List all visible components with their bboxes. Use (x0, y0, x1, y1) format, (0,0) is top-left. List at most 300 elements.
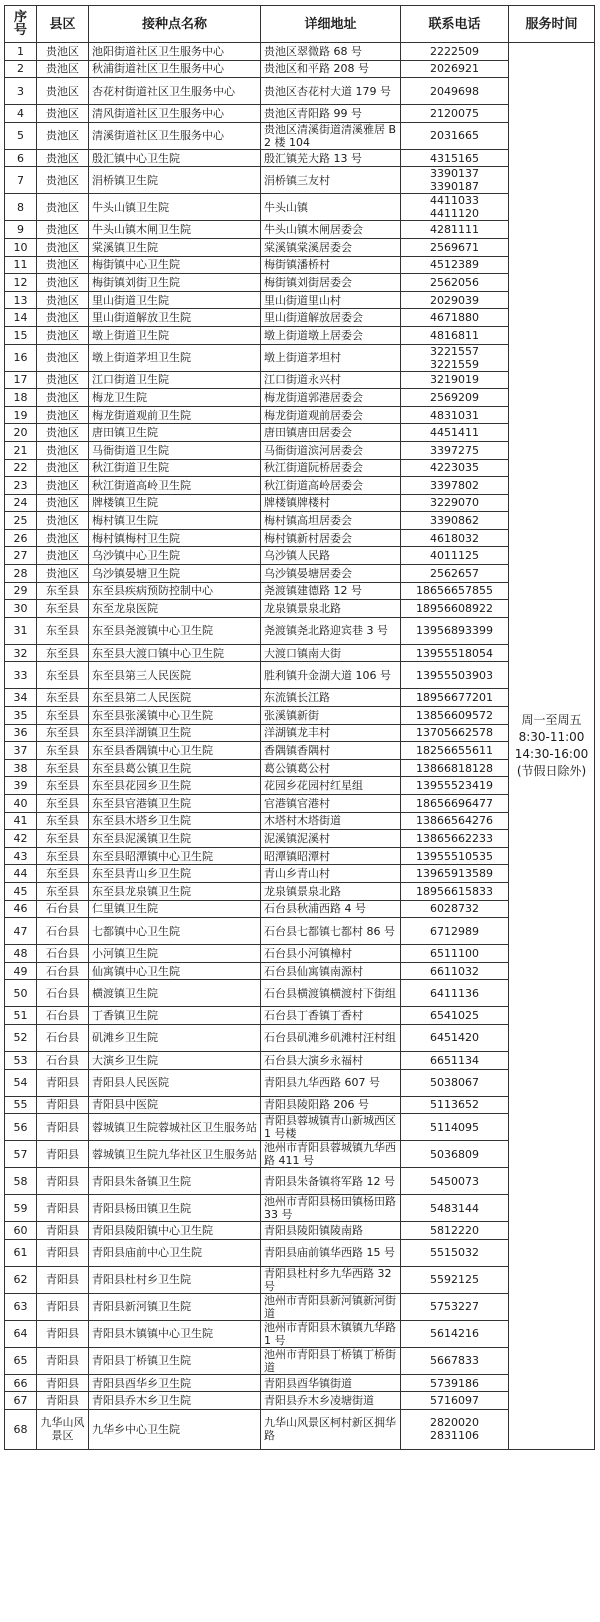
phone-number: 4671880 (430, 311, 479, 325)
address-cell: 梅村镇高坦居委会 (261, 512, 401, 530)
phone-number: 6511100 (430, 946, 479, 960)
table-row (5, 707, 595, 725)
address-cell: 贵池区和平路 208 号 (261, 60, 401, 78)
site-name-cell: 青阳县酉华乡卫生院 (89, 1374, 261, 1392)
address-cell: 胜利镇升金湖大道 106 号 (261, 662, 401, 689)
site-name-cell: 殷汇镇中心卫生院 (89, 149, 261, 167)
phone-number: 6712989 (430, 924, 479, 938)
row-number: 3 (5, 78, 37, 105)
phone-cell (401, 1320, 509, 1347)
row-number: 61 (5, 1239, 37, 1266)
phone-cell (401, 406, 509, 424)
address-cell: 泥溪镇泥溪村 (261, 830, 401, 848)
table-row (5, 512, 595, 530)
site-name-cell: 蓉城镇卫生院蓉城社区卫生服务站 (89, 1114, 261, 1141)
phone-cell (401, 707, 509, 725)
phone-number: 4512389 (430, 258, 479, 272)
phone-number: 3390187 (430, 180, 479, 194)
row-number: 19 (5, 406, 37, 424)
phone-number: 4281111 (430, 223, 479, 237)
address-cell: 贵池区青阳路 99 号 (261, 105, 401, 123)
address-cell: 石台县仙寓镇南源村 (261, 962, 401, 980)
table-row (5, 777, 595, 795)
table-row (5, 847, 595, 865)
phone-number: 18256655611 (416, 744, 493, 758)
service-hours-line: (节假日除外) (516, 763, 587, 778)
phone-cell (401, 43, 509, 61)
phone-cell (401, 1096, 509, 1114)
phone-number: 18956677201 (416, 691, 493, 705)
table-row (5, 724, 595, 742)
county-cell: 东至县 (37, 600, 89, 618)
row-number: 35 (5, 707, 37, 725)
phone-number: 18656657855 (416, 584, 493, 598)
county-cell: 贵池区 (37, 424, 89, 442)
site-name-cell: 东至龙泉医院 (89, 600, 261, 618)
table-row (5, 371, 595, 389)
phone-cell (401, 1392, 509, 1410)
county-cell: 青阳县 (37, 1195, 89, 1222)
county-cell: 贵池区 (37, 441, 89, 459)
row-number: 4 (5, 105, 37, 123)
phone-number: 13866564276 (416, 814, 493, 828)
site-name-cell: 梅街镇中心卫生院 (89, 256, 261, 274)
county-cell: 东至县 (37, 662, 89, 689)
phone-cell (401, 291, 509, 309)
row-number: 42 (5, 830, 37, 848)
address-cell: 牛头山镇木闸居委会 (261, 221, 401, 239)
row-number: 39 (5, 777, 37, 795)
phone-cell (401, 1409, 509, 1449)
table-row (5, 1239, 595, 1266)
row-number: 10 (5, 238, 37, 256)
county-cell: 贵池区 (37, 43, 89, 61)
phone-cell (401, 918, 509, 945)
address-cell: 梅街镇潘桥村 (261, 256, 401, 274)
table-row (5, 1409, 595, 1449)
row-number: 24 (5, 494, 37, 512)
county-cell: 青阳县 (37, 1347, 89, 1374)
phone-cell (401, 980, 509, 1007)
address-cell: 乌沙镇晏塘居委会 (261, 565, 401, 583)
address-cell: 梅龙街道观前居委会 (261, 406, 401, 424)
row-number: 44 (5, 865, 37, 883)
row-number: 40 (5, 795, 37, 813)
address-cell: 里山街道里山村 (261, 291, 401, 309)
phone-number: 2562657 (430, 566, 479, 580)
county-cell: 青阳县 (37, 1293, 89, 1320)
row-number: 5 (5, 122, 37, 149)
phone-cell (401, 882, 509, 900)
county-cell: 青阳县 (37, 1069, 89, 1096)
phone-number: 2049698 (430, 84, 479, 98)
row-number: 6 (5, 149, 37, 167)
row-number: 32 (5, 644, 37, 662)
site-name-cell: 小河镇卫生院 (89, 945, 261, 963)
phone-number: 4618032 (430, 531, 479, 545)
phone-cell (401, 812, 509, 830)
site-name-cell: 东至县洋湖镇卫生院 (89, 724, 261, 742)
table-row (5, 291, 595, 309)
row-number: 55 (5, 1096, 37, 1114)
table-row (5, 167, 595, 194)
site-name-cell: 青阳县朱备镇卫生院 (89, 1168, 261, 1195)
address-cell: 石台县秋浦西路 4 号 (261, 900, 401, 918)
site-name-cell: 东至县泥溪镇卫生院 (89, 830, 261, 848)
county-cell: 贵池区 (37, 406, 89, 424)
table-row (5, 344, 595, 371)
table-row (5, 122, 595, 149)
address-cell: 青阳县杜村乡九华西路 32 号 (261, 1266, 401, 1293)
phone-cell (401, 1007, 509, 1025)
phone-number: 5739186 (430, 1376, 479, 1390)
county-cell: 贵池区 (37, 344, 89, 371)
phone-number: 13955510535 (416, 849, 493, 863)
phone-number: 13956893399 (416, 624, 493, 638)
phone-number: 5114095 (430, 1120, 479, 1134)
row-number: 38 (5, 759, 37, 777)
row-number: 59 (5, 1195, 37, 1222)
row-number: 37 (5, 742, 37, 760)
table-row (5, 865, 595, 883)
address-cell: 青山乡青山村 (261, 865, 401, 883)
table-row (5, 945, 595, 963)
table-row (5, 406, 595, 424)
phone-number: 13865662233 (416, 831, 493, 845)
site-name-cell: 梅街镇刘街卫生院 (89, 274, 261, 292)
phone-number: 4816811 (430, 328, 479, 342)
phone-number: 4451411 (430, 426, 479, 440)
address-cell: 池州市青阳县新河镇新河街道 (261, 1293, 401, 1320)
phone-cell (401, 1293, 509, 1320)
county-cell: 石台县 (37, 962, 89, 980)
address-cell: 大渡口镇南大街 (261, 644, 401, 662)
phone-cell (401, 122, 509, 149)
site-name-cell: 梅村镇梅村卫生院 (89, 529, 261, 547)
table-body (5, 43, 595, 1450)
phone-number: 5036809 (430, 1147, 479, 1161)
address-cell: 石台县大演乡永福村 (261, 1051, 401, 1069)
site-name-cell: 梅村镇卫生院 (89, 512, 261, 530)
site-name-cell: 青阳县杨田镇卫生院 (89, 1195, 261, 1222)
phone-number: 13965913589 (416, 867, 493, 881)
row-number: 67 (5, 1392, 37, 1410)
row-number: 43 (5, 847, 37, 865)
table-row (5, 1266, 595, 1293)
service-hours-cell (509, 43, 595, 1450)
address-cell: 秋江街道阮桥居委会 (261, 459, 401, 477)
phone-cell (401, 167, 509, 194)
address-cell: 墩上街道墩上居委会 (261, 326, 401, 344)
row-number: 45 (5, 882, 37, 900)
table-row (5, 309, 595, 327)
county-cell: 石台县 (37, 918, 89, 945)
phone-number: 6611032 (430, 964, 479, 978)
phone-cell (401, 1168, 509, 1195)
site-name-cell: 墩上街道茅坦卫生院 (89, 344, 261, 371)
row-number: 63 (5, 1293, 37, 1320)
phone-number: 2222509 (430, 44, 479, 58)
site-name-cell: 杏花村街道社区卫生服务中心 (89, 78, 261, 105)
county-cell: 石台县 (37, 900, 89, 918)
table-row (5, 1096, 595, 1114)
phone-number: 13955503903 (416, 668, 493, 682)
county-cell: 贵池区 (37, 149, 89, 167)
address-cell: 江口街道永兴村 (261, 371, 401, 389)
county-cell: 东至县 (37, 830, 89, 848)
address-cell: 青阳县酉华镇街道 (261, 1374, 401, 1392)
site-name-cell: 丁香镇卫生院 (89, 1007, 261, 1025)
site-name-cell: 江口街道卫生院 (89, 371, 261, 389)
site-name-cell: 墩上街道卫生院 (89, 326, 261, 344)
table-row (5, 1141, 595, 1168)
site-name-cell: 棠溪镇卫生院 (89, 238, 261, 256)
address-cell: 墩上街道茅坦村 (261, 344, 401, 371)
phone-number: 4831031 (430, 408, 479, 422)
site-name-cell: 九华乡中心卫生院 (89, 1409, 261, 1449)
county-cell: 石台县 (37, 1007, 89, 1025)
county-cell: 石台县 (37, 1024, 89, 1051)
phone-cell (401, 194, 509, 221)
table-row (5, 326, 595, 344)
table-row (5, 221, 595, 239)
table-row (5, 43, 595, 61)
county-cell: 贵池区 (37, 371, 89, 389)
county-cell: 东至县 (37, 689, 89, 707)
county-cell: 贵池区 (37, 256, 89, 274)
county-cell: 石台县 (37, 1051, 89, 1069)
address-cell: 花园乡花园村红星组 (261, 777, 401, 795)
phone-cell (401, 149, 509, 167)
table-row (5, 980, 595, 1007)
phone-cell (401, 759, 509, 777)
phone-number: 2831106 (430, 1429, 479, 1443)
table-row (5, 78, 595, 105)
site-name-cell: 东至县张溪镇中心卫生院 (89, 707, 261, 725)
table-row (5, 812, 595, 830)
county-cell: 青阳县 (37, 1266, 89, 1293)
table-row (5, 1293, 595, 1320)
table-row (5, 1069, 595, 1096)
phone-number: 5592125 (430, 1273, 479, 1287)
address-cell: 葛公镇葛公村 (261, 759, 401, 777)
table-row (5, 1222, 595, 1240)
county-cell: 东至县 (37, 724, 89, 742)
header-phone: 联系电话 (401, 6, 509, 43)
address-cell: 九华山风景区柯村新区拥华路 (261, 1409, 401, 1449)
address-cell: 香隅镇香隅村 (261, 742, 401, 760)
address-cell: 青阳县蓉城镇青山新城西区 1 号楼 (261, 1114, 401, 1141)
address-cell: 涓桥镇三友村 (261, 167, 401, 194)
phone-number: 4411033 (430, 194, 479, 208)
phone-number: 5753227 (430, 1300, 479, 1314)
site-name-cell: 乌沙镇晏塘卫生院 (89, 565, 261, 583)
row-number: 31 (5, 617, 37, 644)
phone-cell (401, 344, 509, 371)
table-row (5, 900, 595, 918)
phone-number: 2569209 (430, 390, 479, 404)
county-cell: 青阳县 (37, 1141, 89, 1168)
phone-number: 13955523419 (416, 779, 493, 793)
address-cell: 牌楼镇牌楼村 (261, 494, 401, 512)
row-number: 49 (5, 962, 37, 980)
table-row (5, 477, 595, 495)
phone-number: 6451420 (430, 1031, 479, 1045)
header-county: 县区 (37, 6, 89, 43)
row-number: 60 (5, 1222, 37, 1240)
address-cell: 池州市青阳县木镇镇九华路 1 号 (261, 1320, 401, 1347)
row-number: 66 (5, 1374, 37, 1392)
county-cell: 东至县 (37, 644, 89, 662)
phone-cell (401, 742, 509, 760)
header-address: 详细地址 (261, 6, 401, 43)
site-name-cell: 青阳县中医院 (89, 1096, 261, 1114)
site-name-cell: 唐田镇卫生院 (89, 424, 261, 442)
phone-cell (401, 962, 509, 980)
county-cell: 东至县 (37, 795, 89, 813)
table-row (5, 547, 595, 565)
phone-cell (401, 274, 509, 292)
phone-cell (401, 644, 509, 662)
address-cell: 龙泉镇景泉北路 (261, 600, 401, 618)
table-row (5, 1024, 595, 1051)
site-name-cell: 东至县第二人民医院 (89, 689, 261, 707)
phone-cell (401, 1141, 509, 1168)
table-row (5, 238, 595, 256)
table-row (5, 644, 595, 662)
phone-cell (401, 945, 509, 963)
county-cell: 贵池区 (37, 389, 89, 407)
site-name-cell: 里山街道解放卫生院 (89, 309, 261, 327)
phone-cell (401, 565, 509, 583)
row-number: 46 (5, 900, 37, 918)
county-cell: 贵池区 (37, 78, 89, 105)
address-cell: 贵池区清溪街道清溪雅居 B2 楼 104 (261, 122, 401, 149)
address-cell: 石台县七都镇七都村 86 号 (261, 918, 401, 945)
site-name-cell: 梅龙卫生院 (89, 389, 261, 407)
address-cell: 尧渡镇尧北路迎宾巷 3 号 (261, 617, 401, 644)
phone-number: 18956608922 (416, 602, 493, 616)
address-cell: 青阳县乔木乡凌塘街道 (261, 1392, 401, 1410)
phone-number: 3390862 (430, 514, 479, 528)
phone-number: 3221557 (430, 344, 479, 358)
phone-number: 13866818128 (416, 761, 493, 775)
county-cell: 贵池区 (37, 529, 89, 547)
phone-cell (401, 441, 509, 459)
table-row (5, 617, 595, 644)
site-name-cell: 大演乡卫生院 (89, 1051, 261, 1069)
row-number: 65 (5, 1347, 37, 1374)
county-cell: 青阳县 (37, 1096, 89, 1114)
phone-number: 3390137 (430, 167, 479, 181)
site-name-cell: 青阳县丁桥镇卫生院 (89, 1347, 261, 1374)
phone-number: 5515032 (430, 1246, 479, 1260)
site-name-cell: 东至县昭潭镇中心卫生院 (89, 847, 261, 865)
phone-number: 3219019 (430, 373, 479, 387)
row-number: 48 (5, 945, 37, 963)
address-cell: 木塔村木塔街道 (261, 812, 401, 830)
county-cell: 贵池区 (37, 477, 89, 495)
table-row (5, 459, 595, 477)
site-name-cell: 秋浦街道社区卫生服务中心 (89, 60, 261, 78)
site-name-cell: 仙寓镇中心卫生院 (89, 962, 261, 980)
address-cell: 乌沙镇人民路 (261, 547, 401, 565)
address-cell: 石台县横渡镇横渡村下街组 (261, 980, 401, 1007)
county-cell: 贵池区 (37, 565, 89, 583)
address-cell: 龙泉镇景泉北路 (261, 882, 401, 900)
address-cell: 贵池区翠微路 68 号 (261, 43, 401, 61)
county-cell: 贵池区 (37, 60, 89, 78)
site-name-cell: 蓉城镇卫生院九华社区卫生服务站 (89, 1141, 261, 1168)
table-row (5, 1195, 595, 1222)
row-number: 68 (5, 1409, 37, 1449)
table-row (5, 60, 595, 78)
table-row (5, 494, 595, 512)
site-name-cell: 青阳县木镇镇中心卫生院 (89, 1320, 261, 1347)
site-name-cell: 清风街道社区卫生服务中心 (89, 105, 261, 123)
table-row (5, 1051, 595, 1069)
row-number: 27 (5, 547, 37, 565)
phone-number: 4011125 (430, 549, 479, 563)
phone-cell (401, 1024, 509, 1051)
phone-cell (401, 238, 509, 256)
phone-cell (401, 512, 509, 530)
site-name-cell: 乌沙镇中心卫生院 (89, 547, 261, 565)
address-cell: 里山街道解放居委会 (261, 309, 401, 327)
county-cell: 东至县 (37, 812, 89, 830)
table-row (5, 662, 595, 689)
site-name-cell: 仁里镇卫生院 (89, 900, 261, 918)
phone-number: 5483144 (430, 1201, 479, 1215)
county-cell: 贵池区 (37, 494, 89, 512)
county-cell: 贵池区 (37, 221, 89, 239)
service-hours-line: 14:30-16:00 (514, 746, 589, 761)
table-row (5, 1392, 595, 1410)
county-cell: 青阳县 (37, 1222, 89, 1240)
phone-cell (401, 1374, 509, 1392)
phone-cell (401, 847, 509, 865)
address-cell: 青阳县朱备镇将军路 12 号 (261, 1168, 401, 1195)
phone-cell (401, 547, 509, 565)
phone-cell (401, 689, 509, 707)
row-number: 53 (5, 1051, 37, 1069)
county-cell: 贵池区 (37, 167, 89, 194)
site-name-cell: 东至县木塔乡卫生院 (89, 812, 261, 830)
county-cell: 贵池区 (37, 238, 89, 256)
phone-number: 2562056 (430, 275, 479, 289)
county-cell: 青阳县 (37, 1114, 89, 1141)
site-name-cell: 东至县疾病预防控制中心 (89, 582, 261, 600)
phone-number: 6541025 (430, 1009, 479, 1023)
phone-cell (401, 1051, 509, 1069)
phone-number: 2569671 (430, 240, 479, 254)
row-number: 54 (5, 1069, 37, 1096)
row-number: 18 (5, 389, 37, 407)
phone-number: 3397802 (430, 478, 479, 492)
row-number: 30 (5, 600, 37, 618)
row-number: 41 (5, 812, 37, 830)
phone-number: 2029039 (430, 293, 479, 307)
site-name-cell: 东至县大渡口镇中心卫生院 (89, 644, 261, 662)
phone-cell (401, 309, 509, 327)
table-row (5, 274, 595, 292)
phone-number: 18956615833 (416, 884, 493, 898)
phone-cell (401, 326, 509, 344)
county-cell: 贵池区 (37, 309, 89, 327)
row-number: 56 (5, 1114, 37, 1141)
phone-cell (401, 724, 509, 742)
table-row (5, 565, 595, 583)
